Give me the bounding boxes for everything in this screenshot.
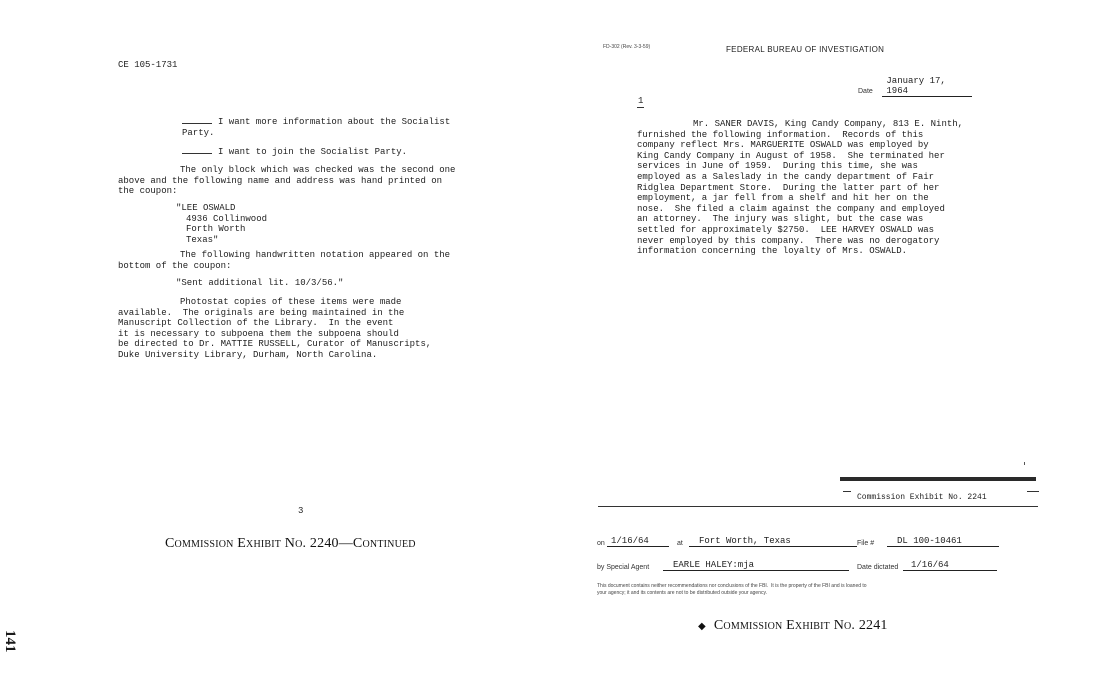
text-line: bottom of the coupon: — [118, 260, 232, 271]
stamp-dash-left — [843, 491, 851, 492]
text-line: above and the following name and address was hand printed on — [118, 175, 443, 186]
stamp-bar — [840, 477, 1036, 481]
text-line: Mr. SANER DAVIS, King Candy Company, 813 E. Ninth, — [693, 119, 964, 129]
text-line: the coupon: — [118, 186, 178, 197]
address-line: Texas" — [186, 234, 219, 245]
on-value: 1/16/64 — [607, 536, 669, 547]
checkbox-label: I want more information about the Socialist Party. — [182, 117, 451, 138]
stamp-dash-right — [1027, 491, 1039, 492]
at-value: Fort Worth, Texas — [689, 536, 857, 547]
text-line: employment, a jar fell from a shelf and hit her on the — [637, 193, 929, 204]
stamp-rule-right — [1024, 462, 1025, 465]
date-value: January 17, 1964 — [882, 76, 972, 97]
address-line: "LEE OSWALD — [176, 203, 236, 213]
caption-text: Commission Exhibit No. 2240—Continued — [165, 536, 416, 551]
commission-stamp — [843, 486, 987, 504]
handwritten-notation: "Sent additional lit. 10/3/56." — [176, 278, 344, 288]
text-line: company reflect Mrs. MARGUERITE OSWALD was employed by — [637, 140, 929, 151]
text-line: settled for approximately $2750. LEE HARVEY OSWALD was — [637, 224, 935, 235]
left-page-ref: CE 105-1731 — [118, 60, 178, 70]
at-label: at — [677, 540, 683, 547]
dictated-label: Date dictated — [857, 564, 899, 571]
text-line: never employed by this company. There was no derogatory — [637, 235, 940, 246]
text-line: be directed to Dr. MATTIE RUSSELL, Curator of Manuscripts, — [118, 339, 432, 350]
paragraph-photostat — [118, 297, 431, 361]
checkbox-item-join — [182, 147, 482, 158]
text-line: services in June of 1959. During this time, she was — [637, 161, 918, 172]
text-line: The only block which was checked was the second one — [180, 165, 456, 175]
text-line: an attorney. The injury was slight, but the case was — [637, 214, 924, 225]
on-label: on — [597, 540, 605, 547]
text-line: available. The originals are being maintained in the — [118, 307, 405, 318]
form-top-rule — [598, 506, 1038, 507]
side-page-number: 141 — [2, 630, 18, 653]
address-line: Forth Worth — [186, 224, 246, 235]
text-line: furnished the following information. Records of this — [637, 129, 924, 140]
text-line: information concerning the loyalty of Mrs. OSWALD. — [637, 246, 908, 257]
dictated-value: 1/16/64 — [903, 560, 997, 571]
text-line: The following handwritten notation appeared on the — [180, 250, 451, 260]
disclaimer-line: This document contains neither recommendations nor conclusions of the FBI. It is the property of the FBI and is loaned to — [597, 583, 867, 589]
checkbox-blank — [182, 153, 212, 154]
text-line: nose. She filed a claim against the company and employed — [637, 203, 945, 214]
agency-header: FEDERAL BUREAU OF INVESTIGATION — [726, 45, 885, 54]
left-exhibit-caption — [165, 536, 416, 552]
coupon-address — [176, 203, 267, 245]
disclaimer-line: your agency; it and its contents are not to be distributed outside your agency. — [597, 589, 768, 596]
agent-value: EARLE HALEY:mja — [663, 560, 849, 571]
stamp-label: Commission Exhibit No. 2241 — [857, 493, 987, 502]
checkbox-label: I want to join the Socialist Party. — [218, 147, 408, 157]
form-row-2 — [597, 560, 997, 574]
file-value: DL 100-10461 — [887, 536, 999, 547]
report-body — [637, 119, 963, 257]
address-line: 4936 Collinwood — [186, 213, 268, 224]
checkbox-blank — [182, 123, 212, 124]
form-id: FD-302 (Rev. 3-3-59) — [603, 44, 651, 50]
bullet-mark: ◆ — [698, 621, 706, 632]
paragraph-notation-intro — [118, 250, 450, 271]
page-marker: 1 — [638, 96, 644, 106]
text-line: it is necessary to subpoena them the subpoena should — [118, 328, 399, 339]
text-line: Manuscript Collection of the Library. In the event — [118, 318, 394, 329]
text-line: King Candy Company in August of 1958. She terminated her — [637, 150, 945, 161]
caption-text: Commission Exhibit No. 2241 — [713, 618, 888, 633]
form-row-1 — [597, 536, 997, 550]
file-label: File # — [857, 540, 875, 547]
text-line: Ridglea Department Store. During the latter part of her — [637, 182, 940, 193]
agent-label: by Special Agent — [597, 564, 650, 571]
text-line: Photostat copies of these items were made — [180, 297, 402, 307]
right-exhibit-caption — [698, 618, 888, 634]
report-date — [858, 76, 972, 98]
paragraph-checked-block — [118, 165, 455, 197]
left-page-number: 3 — [298, 506, 304, 516]
checkbox-item-info — [182, 117, 482, 138]
fbi-disclaimer — [597, 583, 867, 596]
text-line: Duke University Library, Durham, North Carolina. — [118, 349, 378, 360]
text-line: employed as a Saleslady in the candy department of Fair — [637, 171, 935, 182]
date-label: Date — [858, 88, 873, 95]
